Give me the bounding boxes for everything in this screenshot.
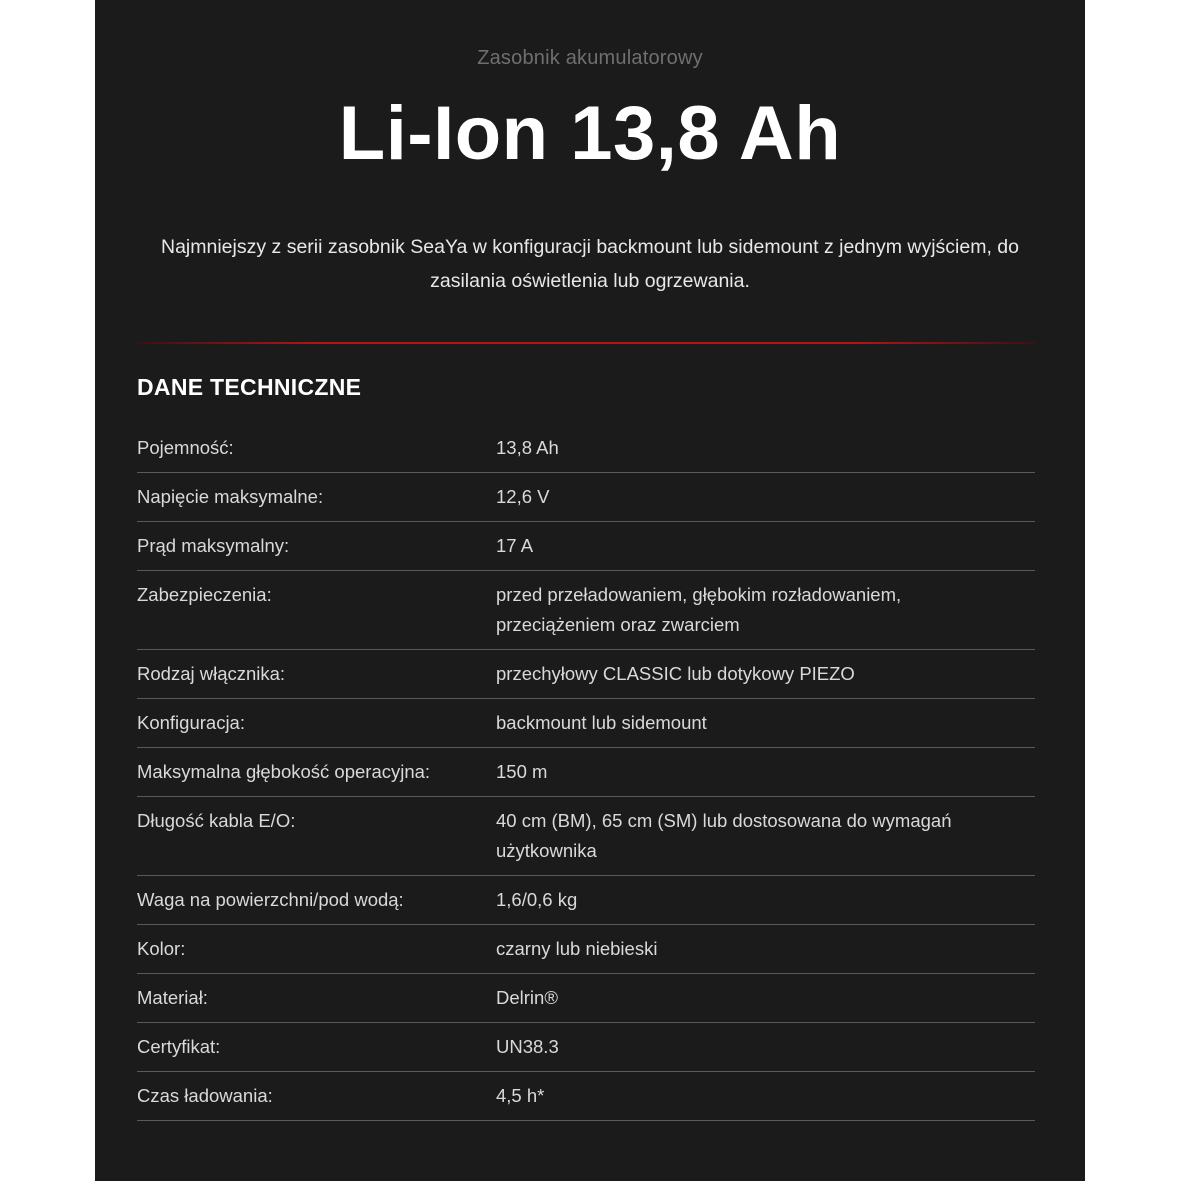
spec-value: 12,6 V	[496, 473, 1035, 522]
specs-heading: DANE TECHNICZNE	[137, 374, 362, 400]
specs-table	[137, 424, 1035, 1121]
spec-label: Czas ładowania:	[137, 1072, 496, 1121]
spec-row-charging-time	[137, 1072, 1035, 1121]
spec-label: Długość kabla E/O:	[137, 797, 496, 876]
spec-label: Zabezpieczenia:	[137, 571, 496, 650]
spec-label: Konfiguracja:	[137, 699, 496, 748]
spec-value: UN38.3	[496, 1023, 1035, 1072]
spec-row-max-current	[137, 522, 1035, 571]
spec-value: 1,6/0,6 kg	[496, 876, 1035, 925]
spec-label: Kolor:	[137, 925, 496, 974]
spec-row-certificate	[137, 1023, 1035, 1072]
spec-value: 40 cm (BM), 65 cm (SM) lub dostosowana do wymagań użytkownika	[496, 797, 1035, 876]
spec-row-configuration	[137, 699, 1035, 748]
spec-value: czarny lub niebieski	[496, 925, 1035, 974]
product-title: Li-Ion 13,8 Ah	[338, 91, 842, 176]
spec-value: 150 m	[496, 748, 1035, 797]
spec-label: Certyfikat:	[137, 1023, 496, 1072]
spec-label: Maksymalna głębokość operacyjna:	[137, 748, 496, 797]
spec-value: backmount lub sidemount	[496, 699, 1035, 748]
spec-value: 17 A	[496, 522, 1035, 571]
spec-row-max-voltage	[137, 473, 1035, 522]
spec-value: 13,8 Ah	[496, 424, 1035, 473]
spec-row-switch-type	[137, 650, 1035, 699]
spec-label: Rodzaj włącznika:	[137, 650, 496, 699]
spec-label: Waga na powierzchni/pod wodą:	[137, 876, 496, 925]
spec-row-weight	[137, 876, 1035, 925]
section-divider	[137, 342, 1035, 344]
spec-label: Materiał:	[137, 974, 496, 1023]
spec-value: przed przeładowaniem, głębokim rozładowaniem, przeciążeniem oraz zwarciem	[496, 571, 1035, 650]
spec-value: 4,5 h*	[496, 1072, 1035, 1121]
product-panel	[95, 0, 1085, 1181]
spec-value: Delrin®	[496, 974, 1035, 1023]
product-category: Zasobnik akumulatorowy	[477, 47, 703, 69]
spec-value: przechyłowy CLASSIC lub dotykowy PIEZO	[496, 650, 1035, 699]
product-description: Najmniejszy z serii zasobnik SeaYa w konfiguracji backmount lub sidemount z jednym wyjściem, do zasilania oświetlenia lub ogrzewania.	[161, 236, 1019, 292]
spec-label: Pojemność:	[137, 424, 496, 473]
spec-row-capacity	[137, 424, 1035, 473]
spec-row-max-depth	[137, 748, 1035, 797]
spec-label: Napięcie maksymalne:	[137, 473, 496, 522]
spec-row-protections	[137, 571, 1035, 650]
spec-row-material	[137, 974, 1035, 1023]
spec-row-color	[137, 925, 1035, 974]
spec-row-cable-length	[137, 797, 1035, 876]
spec-label: Prąd maksymalny:	[137, 522, 496, 571]
